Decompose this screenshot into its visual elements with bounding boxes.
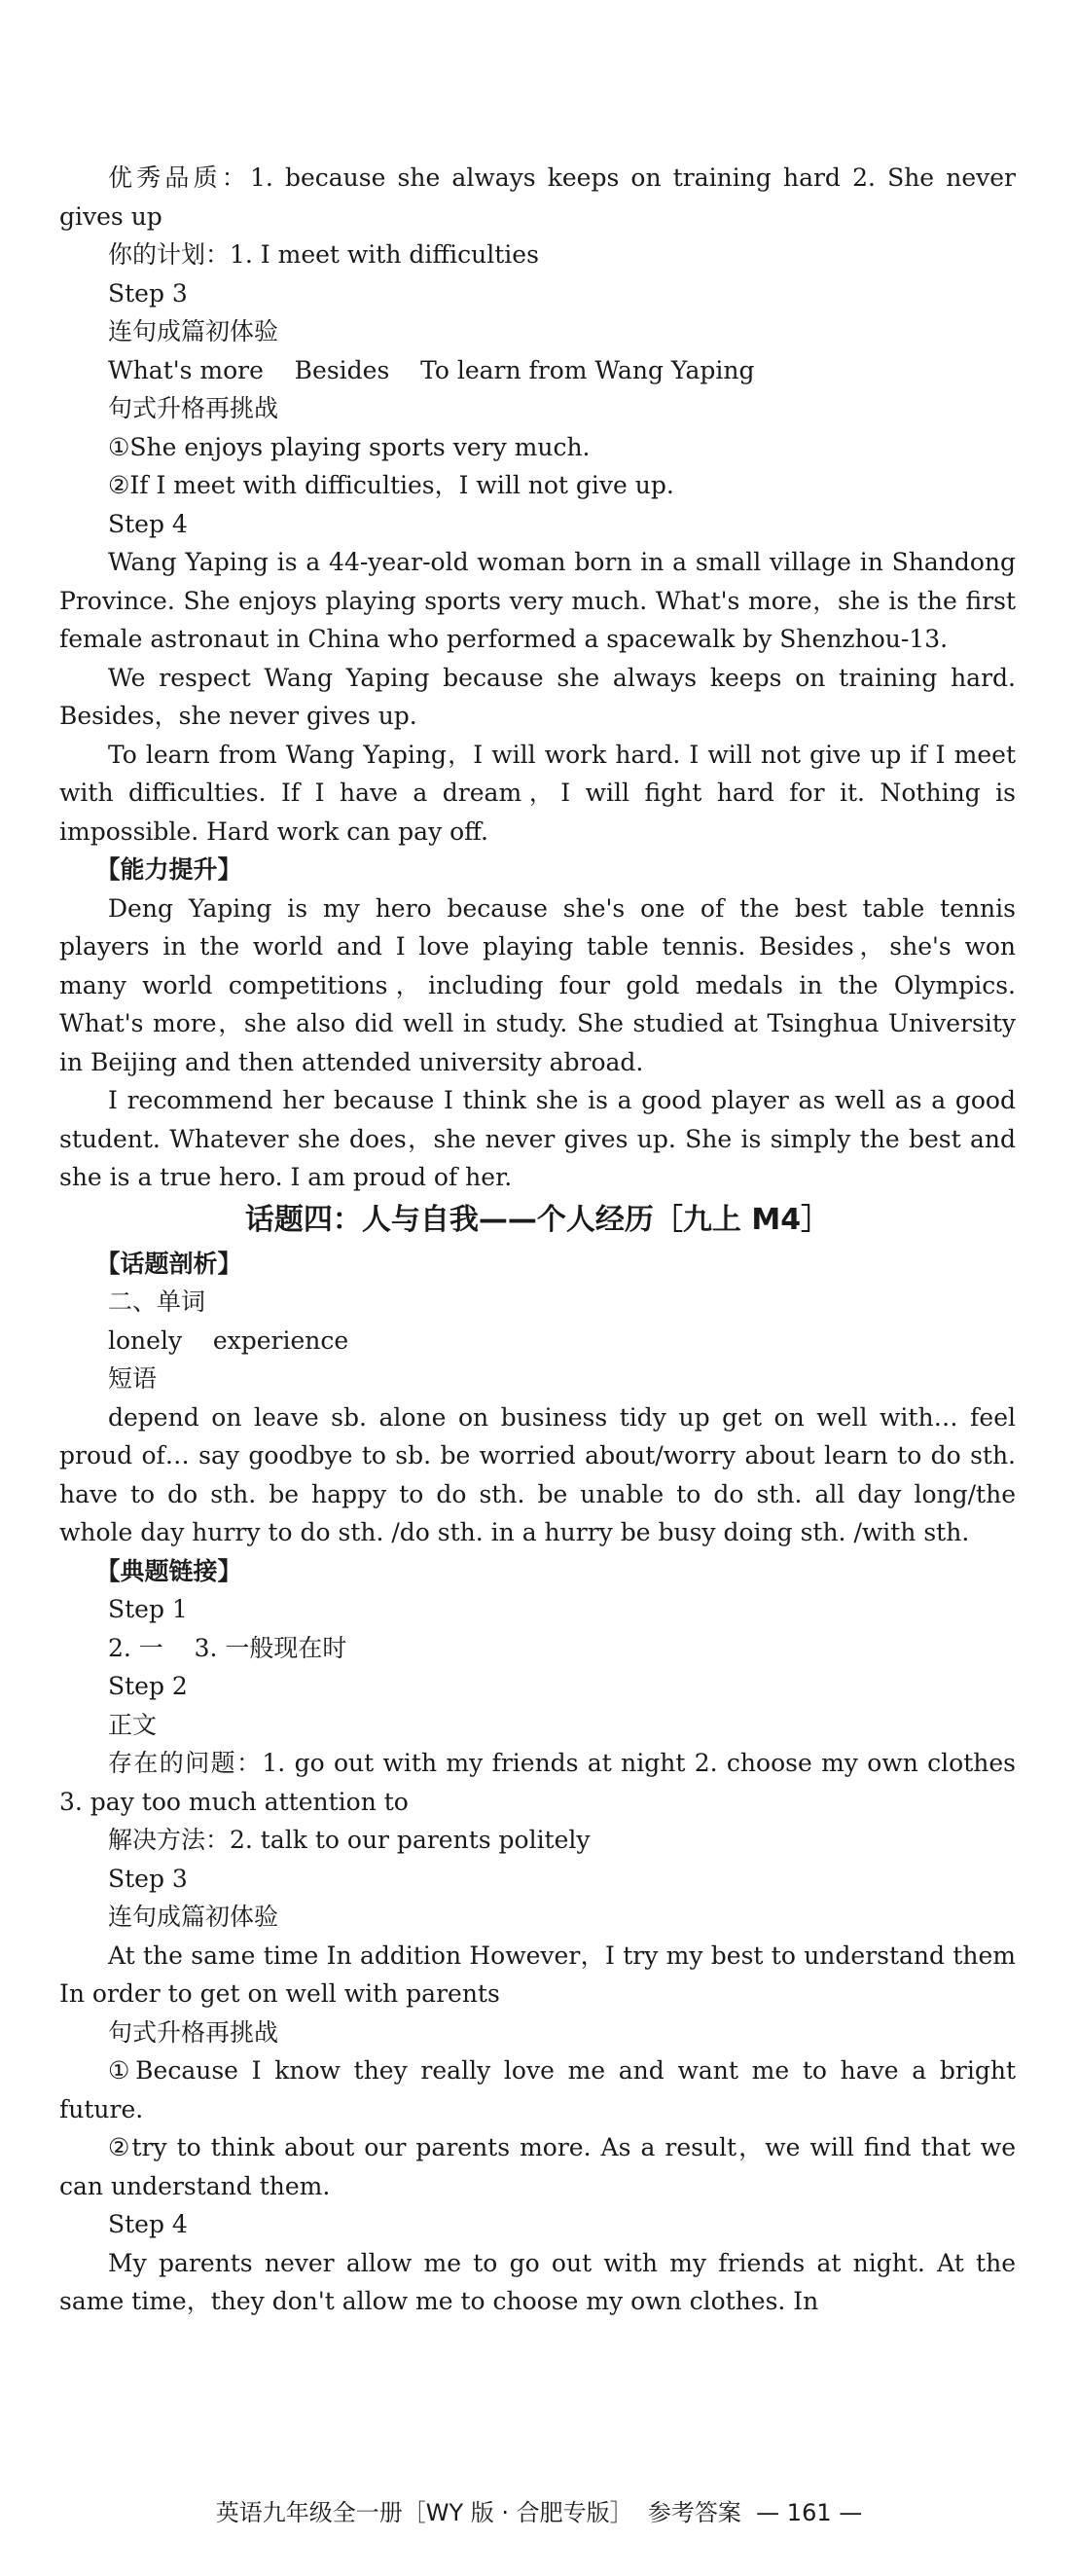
section-heading: 【话题剖析】	[95, 1249, 242, 1278]
essay-paragraph: My parents never allow me to go out with my friends at night. At the same time，they don't allow me to choose my own clothes. In	[59, 2248, 1016, 2315]
step-answers: 2. 一 3. 一般现在时	[108, 1633, 347, 1662]
topic-title: 话题四：人与自我——个人经历［九上 M4］	[244, 1202, 831, 1237]
page-footer: 英语九年级全一册［WY 版 · 合肥专版］ 参考答案 — 161 —	[215, 2499, 863, 2526]
step-label: Step 3	[108, 1864, 188, 1893]
essay-paragraph: Wang Yaping is a 44-year-old woman born in a small village in Shandong Province. She enjoys playing sports very much. What's more，she is the first female astronaut in China who performed a spacewalk by Shenzhou-13.	[59, 548, 1016, 653]
step-label: Step 3	[108, 278, 188, 308]
step-label: Step 1	[108, 1595, 188, 1623]
quality-line: 优秀品质：1. because she always keeps on training hard 2. She never gives up	[59, 163, 1016, 231]
connector-answers: What's more Besides To learn from Wang Yaping	[108, 355, 755, 384]
section-label: 连句成篇初体验	[108, 1903, 279, 1931]
sentence-answer: ②try to think about our parents more. As a result，we will find that we can understand them.	[59, 2133, 1016, 2200]
step-label: Step 4	[108, 509, 188, 538]
vocabulary-answers: lonely experience	[108, 1325, 349, 1355]
sentence-answer: ②If I meet with difficulties，I will not give up.	[108, 471, 674, 499]
essay-paragraph: To learn from Wang Yaping，I will work hard. I will not give up if I meet with difficulties. If I have a dream，I will fight hard for it. Nothing is impossible. Hard work can pay off.	[59, 740, 1016, 846]
solution-line: 解决方法：2. talk to our parents politely	[108, 1826, 591, 1854]
essay-paragraph: We respect Wang Yaping because she always keeps on training hard. Besides，she never gives up.	[59, 663, 1016, 730]
section-label: 连句成篇初体验	[108, 317, 279, 345]
connector-answers: At the same time In addition However，I try my best to understand them In order to get on well with parents	[59, 1941, 1016, 2008]
section-label: 句式升格再挑战	[108, 2017, 279, 2047]
essay-paragraph: I recommend her because I think she is a good player as well as a good student. Whatever she does，she never gives up. She is simply the best and she is a true hero. I am proud of her.	[59, 1086, 1016, 1191]
section-label: 短语	[108, 1364, 158, 1393]
step-label: Step 2	[108, 1672, 188, 1700]
phrase-list: depend on leave sb. alone on business tidy up get on well with… feel proud of… say goodbye to sb. be worried about/worry about learn to do sth. have to do sth. be happy to do sth. be unable to do sth. all day long/the whole day hurry to do sth. /do sth. in a hurry be busy doing sth. /with sth.	[59, 1402, 1016, 1546]
sentence-answer: ①She enjoys playing sports very much.	[108, 432, 591, 461]
section-heading: 【典题链接】	[95, 1556, 242, 1585]
section-heading: 【能力提升】	[95, 855, 242, 884]
sentence-answer: ①Because I know they really love me and want me to have a bright future.	[59, 2056, 1016, 2123]
essay-paragraph: Deng Yaping is my hero because she's one of the best table tennis players in the world and I love playing table tennis. Besides，she's won many world competitions，including four gold medals in the Olympics. What's more，she also did well in study. She studied at Tsinghua University in Beijing and then attended university abroad.	[59, 893, 1016, 1076]
section-label: 句式升格再挑战	[108, 394, 279, 422]
section-label: 二、单词	[108, 1288, 206, 1316]
plan-line: 你的计划：1. I meet with difficulties	[108, 240, 539, 269]
problem-line: 存在的问题：1. go out with my friends at night 2. choose my own clothes 3. pay too much attention to	[59, 1749, 1016, 1816]
step-label: Step 4	[108, 2210, 188, 2238]
section-label: 正文	[108, 1710, 158, 1739]
